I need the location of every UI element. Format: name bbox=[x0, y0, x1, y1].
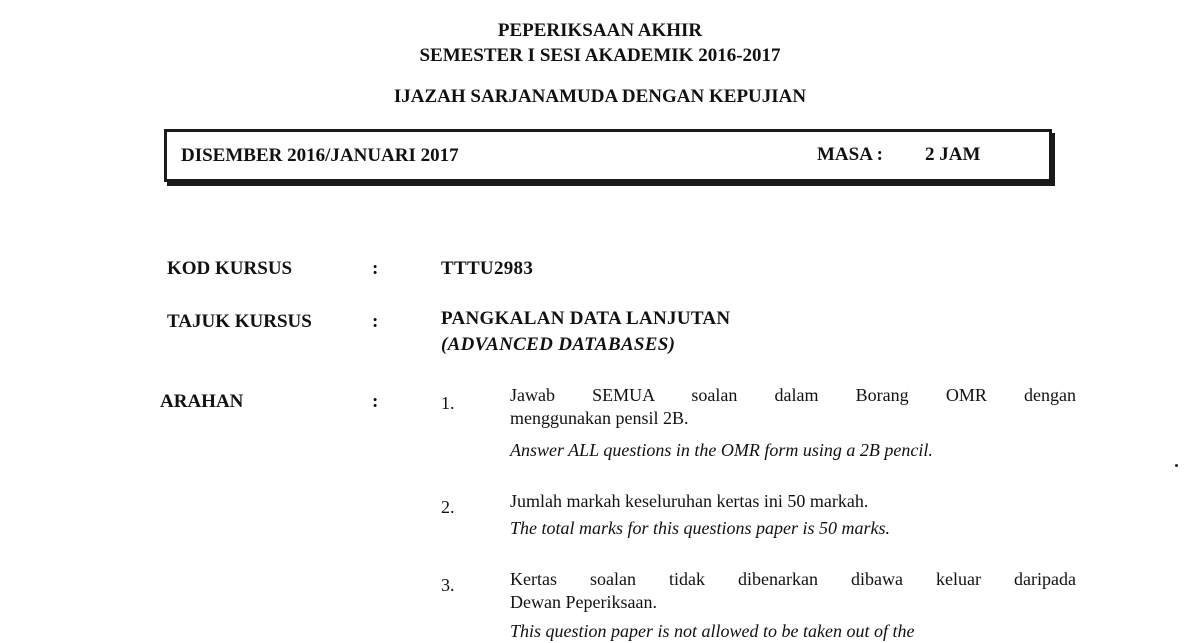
instructions-label: ARAHAN bbox=[160, 391, 244, 412]
course-title-colon: : bbox=[372, 311, 379, 332]
course-title-label: TAJUK KURSUS bbox=[167, 311, 312, 332]
exam-date: DISEMBER 2016/JANUARI 2017 bbox=[181, 145, 459, 166]
scan-speck bbox=[1175, 464, 1178, 467]
duration-label: MASA : bbox=[817, 144, 883, 165]
course-code-value: TTTU2983 bbox=[441, 258, 534, 279]
instruction-1-ms bbox=[510, 384, 1076, 430]
instruction-3-en: This question paper is not allowed to be taken out of the bbox=[510, 621, 915, 641]
instruction-2-number: 2. bbox=[441, 497, 455, 517]
instruction-2-en: The total marks for this questions paper is 50 marks. bbox=[510, 518, 891, 538]
course-code-colon: : bbox=[372, 258, 379, 279]
instruction-3-ms bbox=[510, 568, 1076, 614]
exam-title: PEPERIKSAAN AKHIR bbox=[497, 20, 703, 41]
duration-value: 2 JAM bbox=[925, 144, 981, 165]
instruction-3-number: 3. bbox=[441, 575, 455, 595]
instruction-1-ms-line2: menggunakan pensil 2B. bbox=[510, 408, 689, 428]
instruction-2-ms: Jumlah markah keseluruhan kertas ini 50 markah. bbox=[510, 491, 869, 511]
instructions-colon: : bbox=[372, 391, 379, 412]
degree-title: IJAZAH SARJANAMUDA DENGAN KEPUJIAN bbox=[393, 86, 807, 107]
course-title-value-en: (ADVANCED DATABASES) bbox=[441, 334, 676, 355]
instruction-1-ms-line1: Jawab SEMUA soalan dalam Borang OMR dengan bbox=[510, 385, 1076, 405]
course-code-label: KOD KURSUS bbox=[167, 258, 293, 279]
semester-session: SEMESTER I SESI AKADEMIK 2016-2017 bbox=[419, 45, 781, 66]
instruction-3-ms-line2: Dewan Peperiksaan. bbox=[510, 592, 657, 612]
course-title-value: PANGKALAN DATA LANJUTAN bbox=[441, 308, 731, 329]
instruction-1-en: Answer ALL questions in the OMR form using a 2B pencil. bbox=[510, 440, 933, 460]
instruction-1-number: 1. bbox=[441, 393, 455, 413]
instruction-3-ms-line1: Kertas soalan tidak dibenarkan dibawa keluar daripada bbox=[510, 569, 1076, 589]
